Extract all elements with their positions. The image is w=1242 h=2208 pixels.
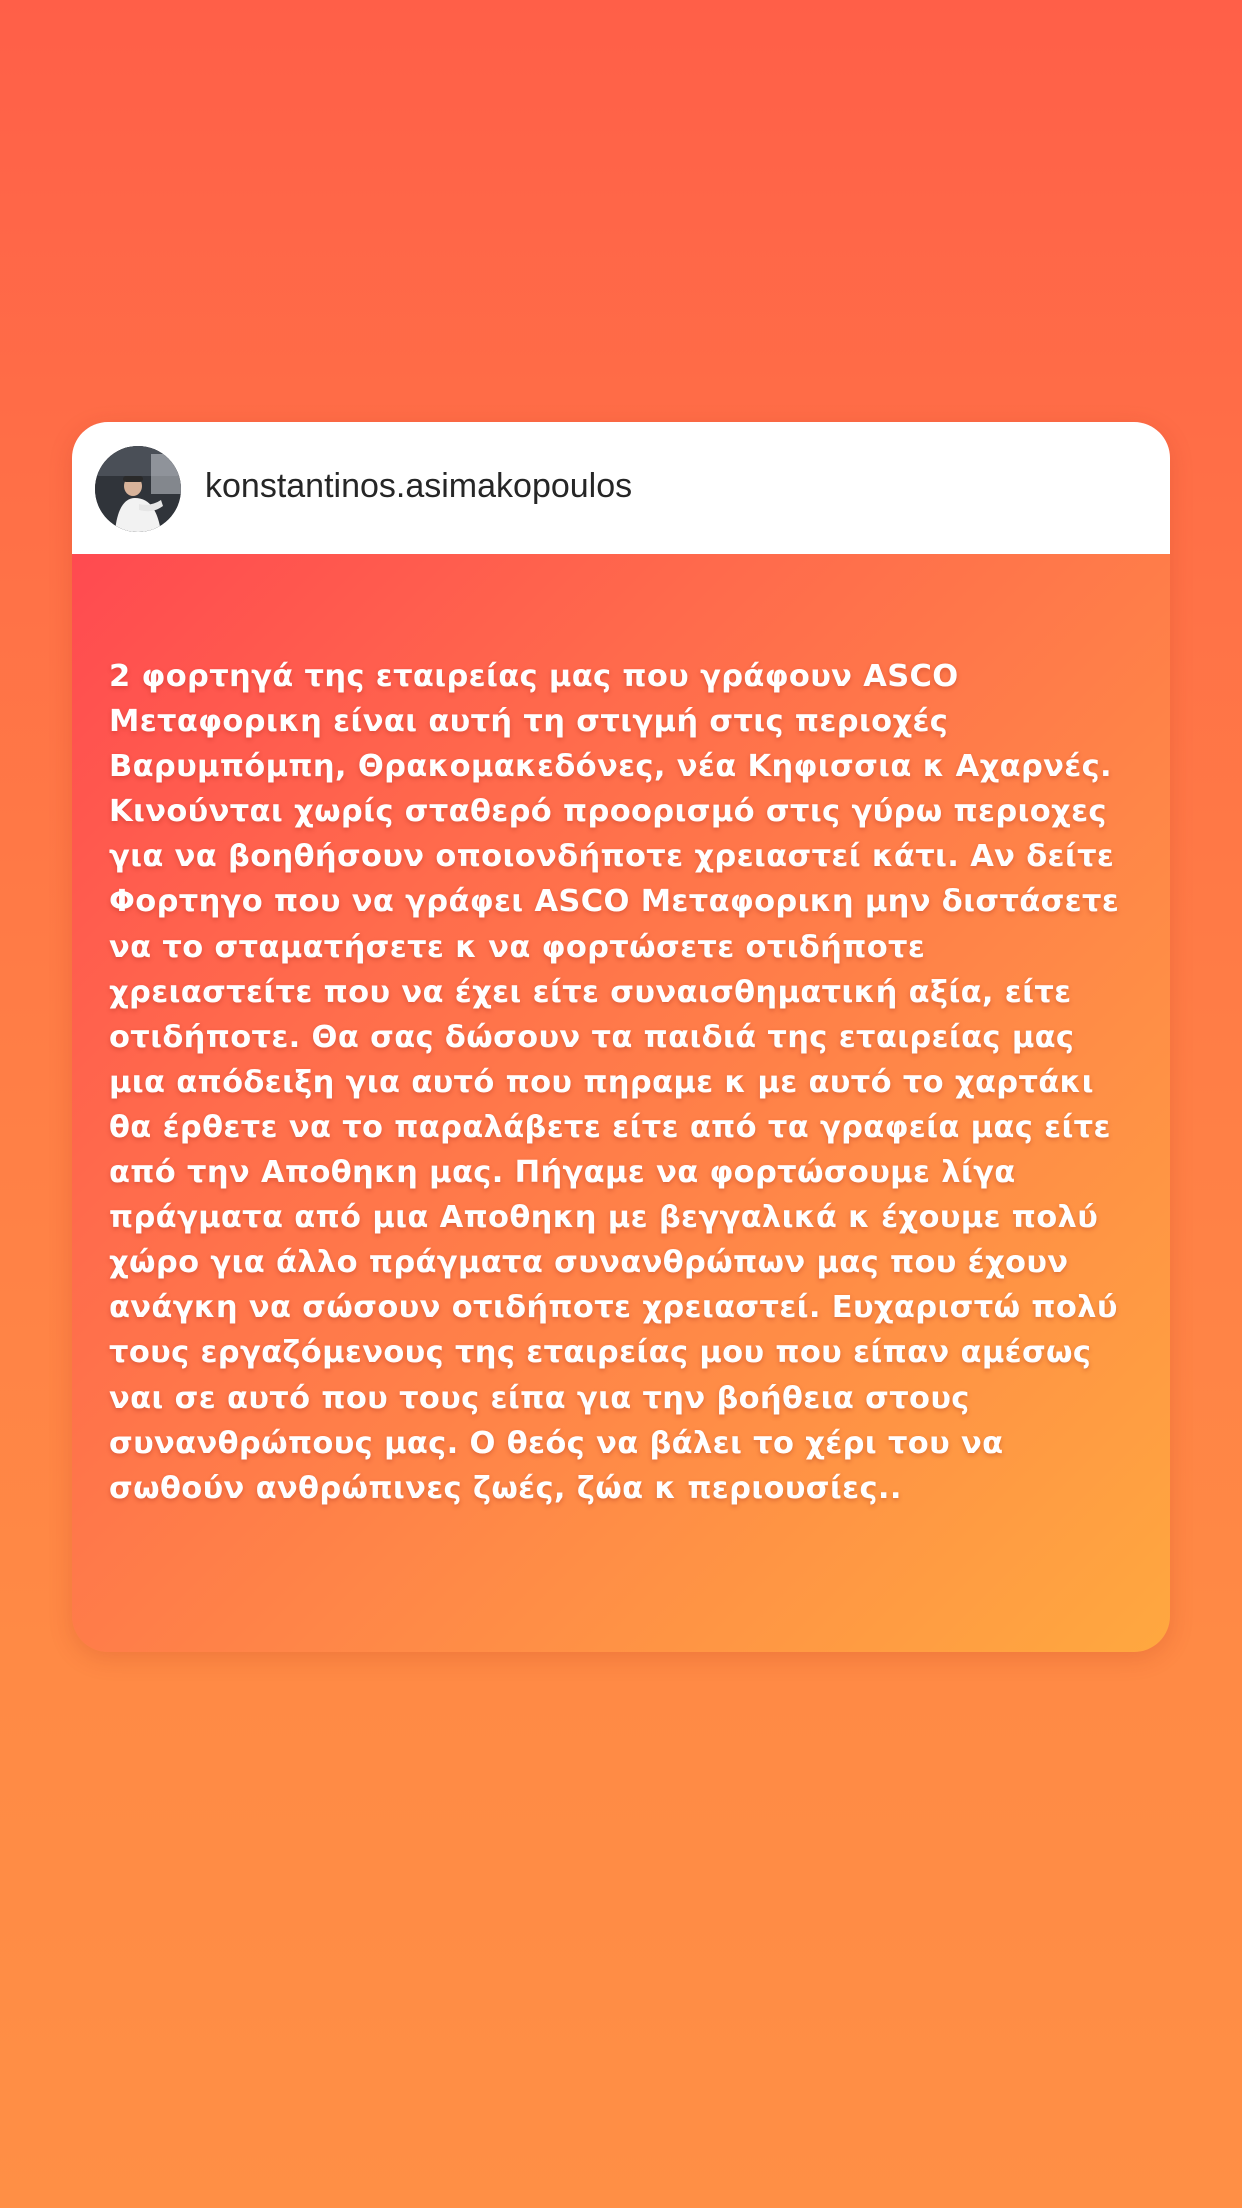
- story-text: [109, 654, 1139, 1511]
- avatar[interactable]: [95, 446, 181, 532]
- story-text-line: για να βοηθήσουν οποιονδήποτε χρειαστεί κάτι. Αν δείτε: [109, 839, 1115, 875]
- story-text-line: οτιδήποτε. Θα σας δώσουν τα παιδιά της εταιρείας μας: [109, 1019, 1075, 1055]
- card-body: [72, 554, 1170, 1652]
- story-text-line: από την Αποθηκη μας. Πήγαμε να φορτώσουμε λίγα: [109, 1155, 1016, 1191]
- profile-photo-icon: [95, 446, 181, 532]
- card-header: [72, 422, 1170, 554]
- story-text-line: τους εργαζόμενους της εταιρείας μου που είπαν αμέσως: [109, 1335, 1092, 1371]
- username-label[interactable]: konstantinos.asimakopoulos: [205, 467, 633, 505]
- story-text-line: Βαρυμπόμπη, Θρακομακεδόνες, νέα Κηφισσια κ Αχαρνές.: [109, 749, 1112, 785]
- story-text-line: να το σταματήσετε κ να φορτώσετε οτιδήποτε: [109, 929, 926, 965]
- story-text-line: Μεταφορικη είναι αυτή τη στιγμή στις περιοχές: [109, 704, 949, 740]
- story-text-line: θα έρθετε να το παραλάβετε είτε από τα γραφεία μας είτε: [109, 1109, 1111, 1145]
- story-text-line: ανάγκη να σώσουν οτιδήποτε χρειαστεί. Ευχαριστώ πολύ: [109, 1290, 1118, 1326]
- story-text-line: 2 φορτηγά της εταιρείας μας που γράφουν ASCO: [109, 659, 959, 694]
- story-text-line: σωθούν ανθρώπινες ζωές, ζώα κ περιουσίες..: [109, 1470, 902, 1506]
- story-question-card: [72, 422, 1170, 1652]
- story-text-line: συνανθρώπους μας. Ο θεός να βάλει το χέρι του να: [109, 1425, 1004, 1461]
- story-text-line: χώρο για άλλο πράγματα συνανθρώπων μας που έχουν: [109, 1245, 1069, 1281]
- story-text-line: Φορτηγο που να γράφει ASCO Μεταφορικη μην διστάσετε: [109, 884, 1120, 920]
- story-text-line: Κινούνται χωρίς σταθερό προορισμό στις γύρω περιοχες: [109, 794, 1107, 830]
- story-text-line: ναι σε αυτό που τους είπα για την βοήθεια στους: [109, 1380, 970, 1416]
- story-text-line: μια απόδειξη για αυτό που πηραμε κ με αυτό το χαρτάκι: [109, 1064, 1094, 1100]
- story-text-line: χρειαστείτε που να έχει είτε συναισθηματική αξία, είτε: [109, 974, 1072, 1010]
- story-text-line: πράγματα από μια Αποθηκη με βεγγαλικά κ έχουμε πολύ: [109, 1200, 1099, 1236]
